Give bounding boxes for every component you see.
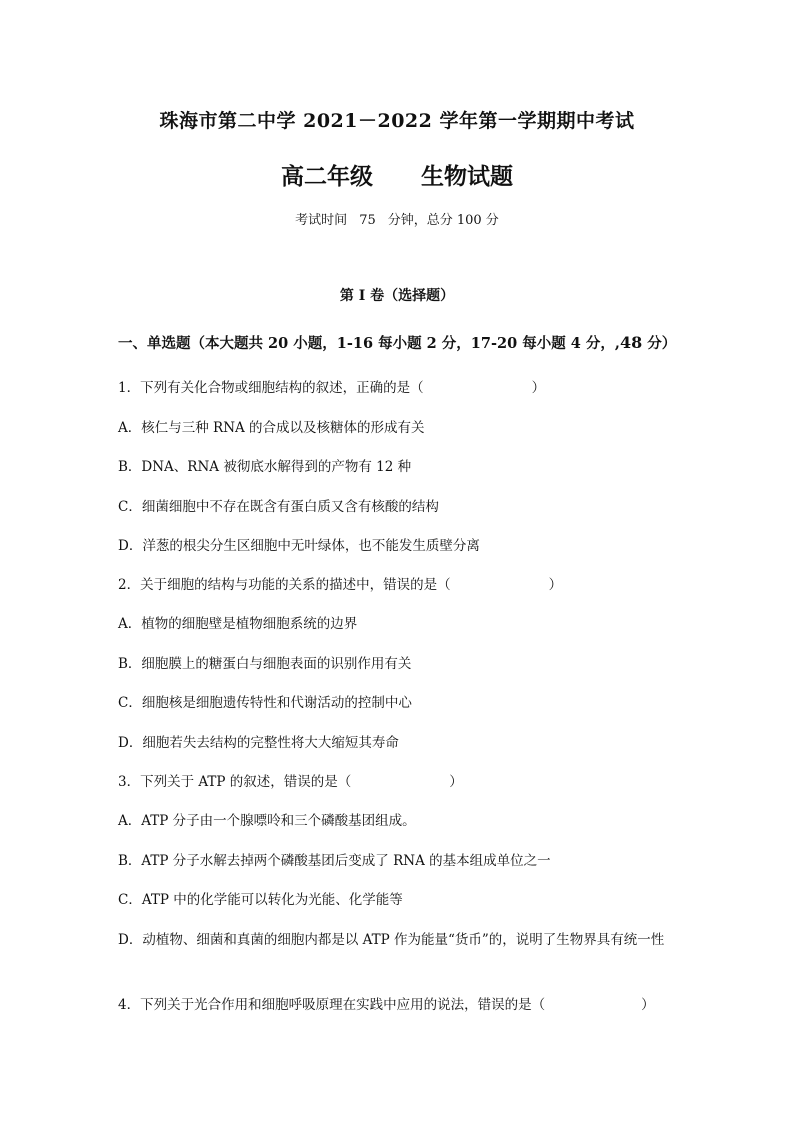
question-3-option-b: B．ATP 分子水解去掉两个磷酸基团后变成了 RNA 的基本组成单位之一 [118,853,551,869]
question-stem-text: 2．关于细胞的结构与功能的关系的描述中，错误的是（ [118,577,451,593]
grade-label: 高二年级 [281,163,373,190]
question-close-paren: ） [531,380,546,396]
question-stem-text: 4．下列关于光合作用和细胞呼吸原理在实践中应用的说法，错误的是（ [118,997,546,1013]
exam-score-info: 分钟，总分 100 分 [387,213,499,228]
section-title: 第 I 卷（选择题） [339,288,455,304]
question-stem-text: 3．下列关于 ATP 的叙述，错误的是（ [118,774,352,790]
question-2-option-a: A．植物的细胞壁是植物细胞系统的边界 [118,616,358,632]
part-one-heading [118,332,676,353]
grade-subject-title [0,158,794,191]
question-2-option-c: C．细胞核是细胞遗传特性和代谢活动的控制中心 [118,695,412,711]
question-close-paren: ） [449,774,463,790]
question-close-paren: ） [641,997,655,1013]
question-1-option-b: B．DNA、RNA 被彻底水解得到的产物有 12 种 [118,459,412,475]
part-one-score: 48 [619,333,643,352]
question-3-option-c: C．ATP 中的化学能可以转化为光能、化学能等 [118,892,403,908]
question-2-option-d: D．细胞若失去结构的完整性将大大缩短其寿命 [118,735,399,751]
question-3-option-a: A．ATP 分子由一个腺嘌呤和三个磷酸基团组成。 [118,813,416,829]
question-3-option-d: D．动植物、细菌和真菌的细胞内都是以 ATP 作为能量“货币”的，说明了生物界具有统一性 [118,932,665,948]
exam-info [0,209,794,228]
question-3-stem [118,772,463,792]
exam-time-label: 考试时间 [295,213,348,228]
question-4-stem [118,995,655,1015]
question-2-stem [118,575,562,595]
question-1-option-c: C．细菌细胞中不存在既含有蛋白质又含有核酸的结构 [118,499,439,515]
part-one-text: 一、单选题（本大题共 20 小题，1-16 每小题 2 分，17-20 每小题 4 分，, [118,335,620,352]
question-stem-text: 1．下列有关化合物或细胞结构的叙述，正确的是（ [118,380,424,396]
part-one-tail: 分） [647,335,677,352]
question-2-option-b: B．细胞膜上的糖蛋白与细胞表面的识别作用有关 [118,656,412,672]
question-1-stem [118,378,545,398]
question-close-paren: ） [548,577,563,593]
question-1-option-d: D．洋葱的根尖分生区细胞中无叶绿体，也不能发生质壁分离 [118,538,480,554]
exam-minutes: 75 [359,213,376,228]
school-exam-title: 珠海市第二中学 2021－2022 学年第一学期期中考试 [159,110,635,132]
subject-label: 生物试题 [421,163,513,190]
question-1-option-a: A．核仁与三种 RNA 的合成以及核糖体的形成有关 [118,420,425,436]
